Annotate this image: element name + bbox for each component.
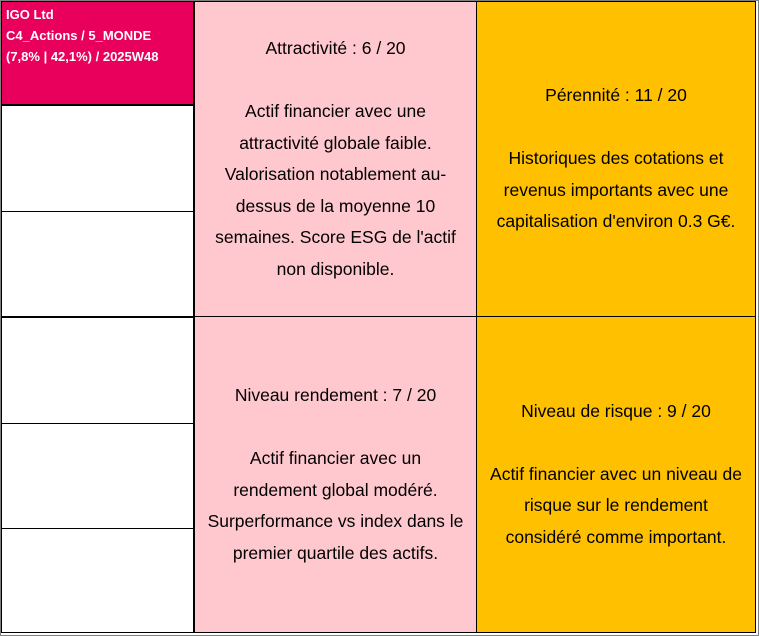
asset-category: C4_Actions / 5_MONDE bbox=[6, 28, 152, 43]
attractivite-text-line: Actif financier avec une bbox=[245, 101, 426, 121]
perennite-text-line: revenus importants avec une bbox=[503, 179, 729, 200]
empty-cell-5 bbox=[1, 528, 194, 633]
perennite-text-line: Historiques des cotations et bbox=[508, 148, 724, 169]
asset-header bbox=[1, 1, 194, 105]
rendement-text-line: Actif financier avec un bbox=[249, 448, 422, 468]
rendement-cell bbox=[194, 316, 477, 633]
risque-text-line: considéré comme important. bbox=[505, 526, 727, 547]
perennite-cell bbox=[476, 1, 756, 317]
asset-name: IGO Ltd bbox=[6, 7, 54, 22]
rendement-text-line: Surperformance vs index dans le bbox=[207, 511, 464, 531]
risque-text-line: risque sur le rendement bbox=[524, 495, 708, 516]
attractivite-title: Attractivité : 6 / 20 bbox=[265, 38, 406, 58]
attractivite-text-line: non disponible. bbox=[276, 258, 395, 279]
perennite-text-line: capitalisation d'environ 0.3 G€. bbox=[496, 211, 736, 232]
perennite-title: Pérennité : 11 / 20 bbox=[545, 85, 687, 106]
risque-title: Niveau de risque : 9 / 20 bbox=[521, 400, 711, 421]
empty-cell-3 bbox=[1, 317, 194, 424]
risque-cell bbox=[476, 316, 756, 633]
attractivite-text-line: attractivité globale faible. bbox=[239, 132, 432, 153]
attractivite-text-line: Valorisation notablement au- bbox=[224, 164, 447, 184]
attractivite-text-line: semaines. Score ESG de l'actif bbox=[215, 227, 456, 247]
empty-cell-4 bbox=[1, 423, 194, 529]
empty-cell-2 bbox=[1, 211, 194, 317]
attractivite-cell bbox=[194, 1, 477, 317]
rendement-text-line: rendement global modéré. bbox=[233, 479, 438, 500]
attractivite-text-line: dessus de la moyenne 10 bbox=[235, 195, 436, 216]
rendement-title: Niveau rendement : 7 / 20 bbox=[234, 385, 437, 405]
empty-cell-1 bbox=[1, 105, 194, 212]
asset-stats-week: (7,8% | 42,1%) / 2025W48 bbox=[6, 49, 159, 64]
rendement-text-line: premier quartile des actifs. bbox=[232, 542, 439, 563]
risque-text-line: Actif financier avec un niveau de bbox=[490, 463, 742, 484]
